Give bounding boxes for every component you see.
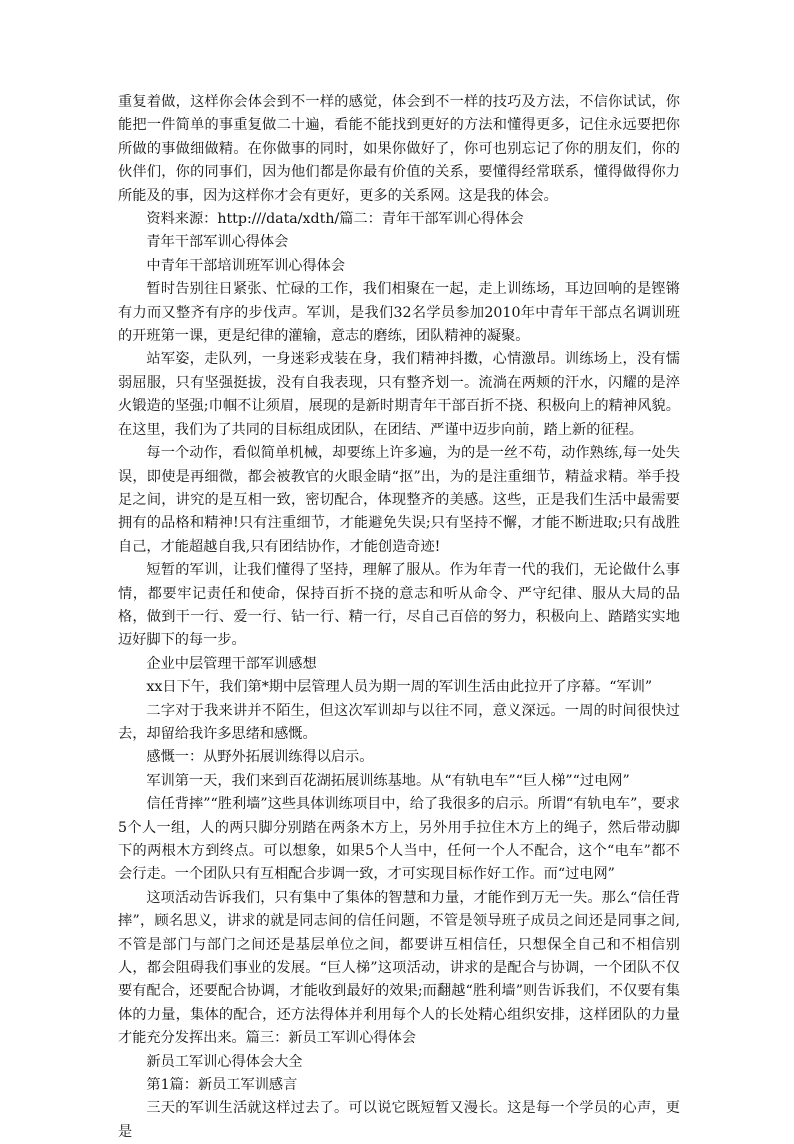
paragraph-source: 资料来源：http:///data/xdth/篇二：青年干部军训心得体会 [146, 211, 524, 228]
paragraph-body: 三天的军训生活就这样过去了。可以说它既短暂又漫长。这是每一个学员的心声，更是 [118, 1100, 680, 1140]
document-page [118, 91, 680, 1144]
heading-training-class: 中青年干部培训班军训心得体会 [146, 257, 346, 274]
heading-new-employee: 新员工军训心得体会大全 [146, 1053, 303, 1070]
heading-article-one: 第1篇：新员工军训感言 [146, 1077, 298, 1094]
heading-reflection-one: 感慨一：从野外拓展训练得以启示。 [146, 749, 374, 766]
paragraph-body: 信任背摔”“胜利墙”这些具体训练项目中，给了我很多的启示。所谓“有轨电车”，要求5个人一组，人的两只脚分别踏在两条木方上，另外用手拉住木方上的绳子，然后带动脚下的两根木方到终点。可以想象，如果5个人当中，任何一个人不配合，这个“电车”都不会行走。一个团队只有互相配合步调一致，才可实现目标作好工作。而“过电网” [118, 796, 680, 883]
paragraph-intro: 重复着做，这样你会体会到不一样的感觉，体会到不一样的技巧及方法，不信你试试，你能把一件简单的事重复做二十遍，看能不能找到更好的方法和懂得更多，记住永远要把你所做的事做细做精。在你做事的同时，如果你做好了，你可也别忘记了你的朋友们，你的伙伴们，你的同事们，因为他们都是你最有价值的关系，要懂得经常联系，懂得做得你力所能及的事，因为这样你才会有更好，更多的关系网。这是我的体会。 [118, 94, 680, 204]
paragraph-body: xx日下午，我们第*期中层管理人员为期一周的军训生活由此拉开了序幕。“军训” [146, 679, 653, 696]
paragraph-body: 短暂的军训，让我们懂得了坚持，理解了服从。作为年青一代的我们，无论做什么事情，都要牢记责任和使命，保持百折不挠的意志和听从命令、严守纪律、服从大局的品格，做到干一行、爱一行、钻一行、精一行，尽自己百倍的努力，积极向上、踏踏实实地迈好脚下的每一步。 [118, 562, 680, 649]
paragraph-body: 暂时告别往日紧张、忙碌的工作，我们相聚在一起，走上训练场，耳边回响的是铿锵有力而又整齐有序的步伐声。军训，是我们32名学员参加2010年中青年干部点名调训班的开班第一课，更是纪律的灌输，意志的磨练，团队精神的凝聚。 [118, 281, 680, 345]
paragraph-body: 二字对于我来讲并不陌生，但这次军训却与以往不同，意义深远。一周的时间很快过去，却留给我许多思绪和感慨。 [118, 702, 680, 742]
paragraph-body: 这项活动告诉我们，只有集中了集体的智慧和力量，才能作到万无一失。那么“信任背摔”，顾名思义，讲求的就是同志间的信任问题，不管是领导班子成员之间还是同事之间,不管是部门与部门之间还是基层单位之间，都要讲互相信任，只想保全自己和不相信别人，都会阻碍我们事业的发展。“巨人梯”这项活动，讲求的是配合与协调，一个团队不仅要有配合，还要配合协调，才能收到最好的效果;而翻越“胜利墙”则告诉我们，不仅要有集体的力量，集体的配合，还方法得体并利用每个人的长处精心组织安排，这样团队的力量才能充分发挥出来。篇三：新员工军训心得体会 [118, 889, 680, 1047]
heading-middle-management: 企业中层管理干部军训感想 [146, 655, 317, 672]
paragraph-body: 军训第一天，我们来到百花湖拓展训练基地。从“有轨电车”“巨人梯”“过电网” [146, 772, 630, 789]
paragraph-body: 站军姿，走队列，一身迷彩戎装在身，我们精神抖擞，心情激昂。训练场上，没有懦弱屈服，只有坚强挺拔，没有自我表现，只有整齐划一。流淌在两颊的汗水，闪耀的是淬火锻造的坚强;巾帼不让须眉，展现的是新时期青年干部百折不挠、积极向上的精神风貌。在这里，我们为了共同的目标组成团队，在团结、严谨中迈步向前，踏上新的征程。 [118, 351, 680, 438]
heading-youth-cadre: 青年干部军训心得体会 [146, 234, 289, 251]
paragraph-body: 每一个动作，看似简单机械，却要练上许多遍，为的是一丝不苟，动作熟练,每一处失误，即使是再细微，都会被教官的火眼金睛“抠”出，为的是注重细节，精益求精。举手投足之间，讲究的是互相一致，密切配合，体现整齐的美感。这些，正是我们生活中最需要拥有的品格和精神!只有注重细节，才能避免失误;只有坚持不懈，才能不断进取;只有战胜自己，才能超越自我,只有团结协作，才能创造奇迹! [118, 445, 680, 555]
